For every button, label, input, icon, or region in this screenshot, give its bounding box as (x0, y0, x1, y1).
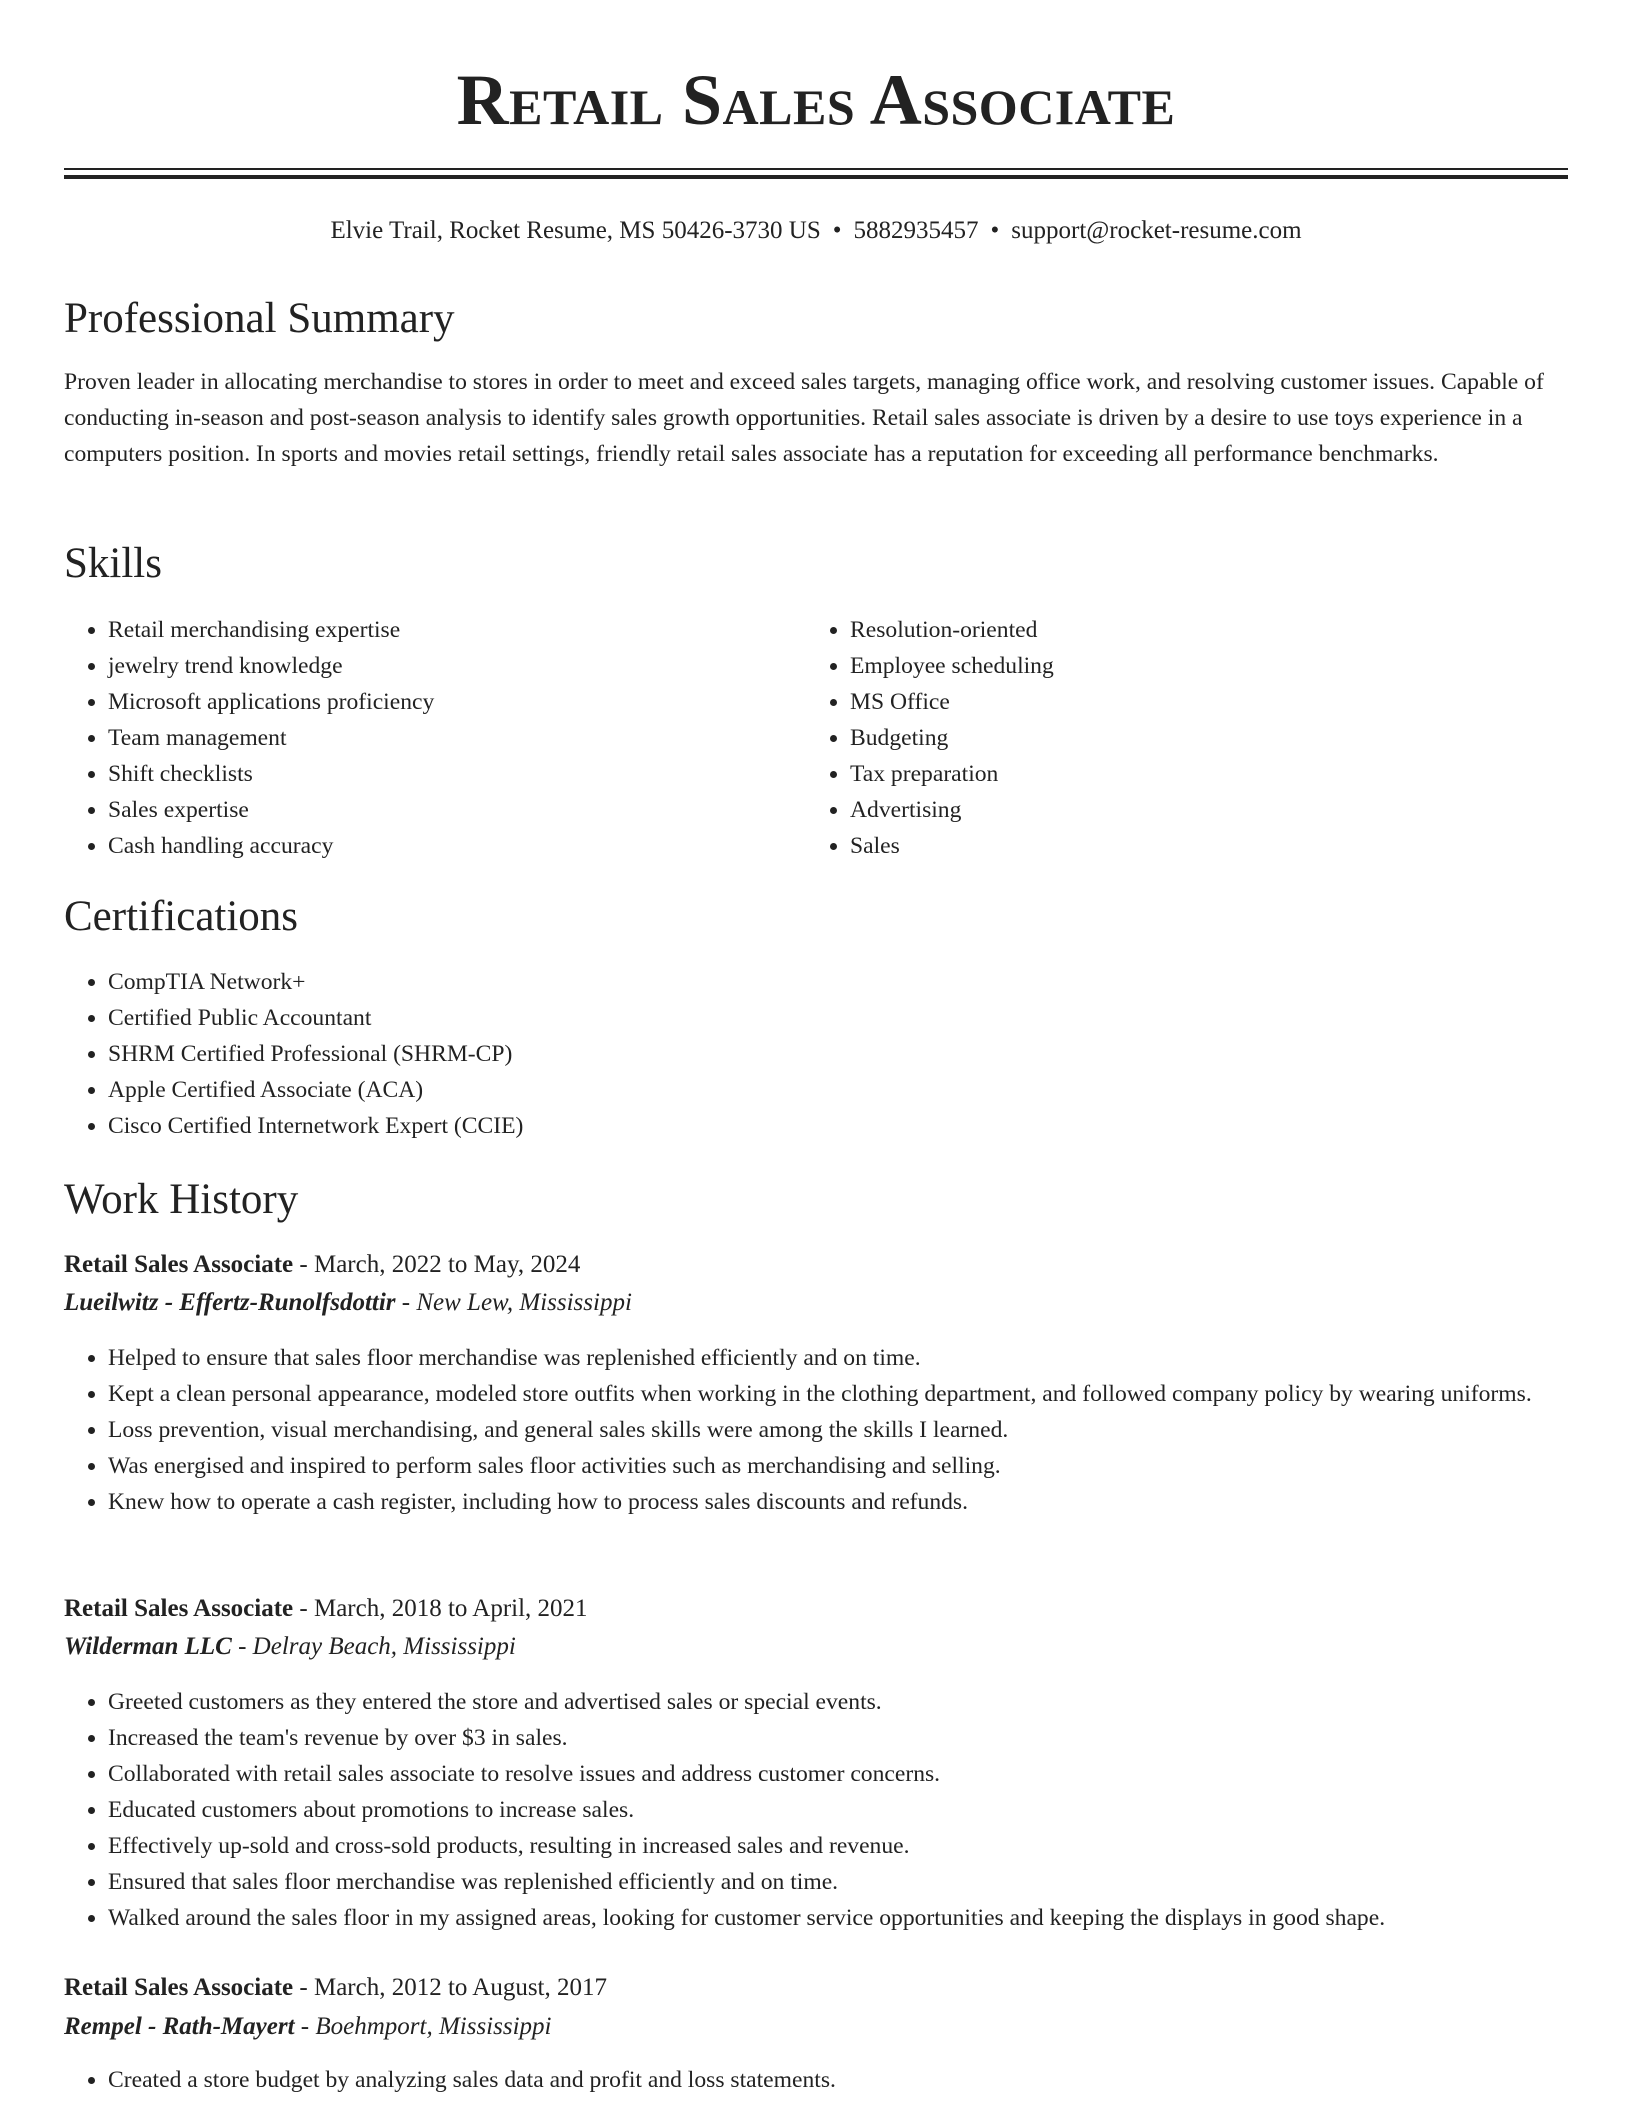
contact-separator: • (990, 217, 1000, 244)
job-bullet: • Increased the team's revenue by over $3 in sales. (108, 1720, 1588, 1756)
job-bullet: • Effectively up-sold and cross-sold products, resulting in increased sales and revenue. (108, 1828, 1588, 1864)
job-bullet: • Loss prevention, visual merchandising, and general sales skills were among the skills I learned. (108, 1412, 1568, 1448)
job-bullet: • Knew how to operate a cash register, including how to process sales discounts and refunds. (108, 1484, 1568, 1520)
contact-address: Elvie Trail, Rocket Resume, MS 50426-3730 US (330, 217, 821, 244)
resume-title: Retail Sales Associate (456, 60, 1176, 140)
summary-text: Proven leader in allocating merchandise to stores in order to meet and exceed sales targets, managing office work, and resolving customer issues. Capable of conducting in-season and post-season analysis to identify sales growth opportunities. Retail sales associate is driven by a desire to use toys experience in a computers position. In sports and movies retail settings, friendly retail sales associate has a reputation for exceeding all performance benchmarks. (64, 369, 1544, 467)
job-bullets (64, 1340, 1568, 1520)
company-location: - Delray Beach, Mississippi (231, 1633, 516, 1660)
job-bullet: • Walked around the sales floor in my assigned areas, looking for customer service opportunities and keeping the displays in good shape. (108, 1900, 1588, 1936)
company-name: Rempel - Rath-Mayert (64, 2013, 295, 2040)
company-location: - New Lew, Mississippi (395, 1289, 632, 1316)
company-line (64, 2009, 551, 2045)
skill-item: • jewelry trend knowledge (108, 648, 798, 684)
job-dates: - March, 2018 to April, 2021 (293, 1595, 588, 1622)
skill-item: • Resolution-oriented (850, 612, 1550, 648)
skill-item: • Advertising (850, 792, 1550, 828)
skills-list-left (64, 612, 798, 864)
skill-item: • Sales (850, 828, 1550, 864)
job-bullets (64, 2062, 1568, 2098)
company-line (64, 1629, 516, 1665)
job-bullet: • Collaborated with retail sales associate to resolve issues and address customer concerns. (108, 1756, 1588, 1792)
job-title: Retail Sales Associate (64, 1595, 294, 1622)
job-dates: - March, 2012 to August, 2017 (293, 1974, 608, 2001)
certification-item: • SHRM Certified Professional (SHRM-CP) (108, 1036, 1568, 1072)
title-divider-thick (64, 175, 1568, 179)
job-title: Retail Sales Associate (64, 1251, 294, 1278)
job-title-line (64, 1591, 588, 1627)
company-name: Wilderman LLC (64, 1633, 232, 1660)
certification-item: • Cisco Certified Internetwork Expert (CCIE) (108, 1108, 1568, 1144)
contact-phone: 5882935457 (853, 217, 979, 244)
skill-item: • Budgeting (850, 720, 1550, 756)
job-title: Retail Sales Associate (64, 1974, 294, 2001)
skill-item: • MS Office (850, 684, 1550, 720)
company-location: - Boehmport, Mississippi (294, 2013, 552, 2040)
skills-list-right (806, 612, 1550, 864)
job-bullet: • Kept a clean personal appearance, modeled store outfits when working in the clothing department, and followed company policy by wearing uniforms. (108, 1376, 1568, 1412)
contact-email: support@rocket-resume.com (1011, 217, 1302, 244)
skill-item: • Employee scheduling (850, 648, 1550, 684)
title-divider-thin (64, 168, 1568, 170)
company-name: Lueilwitz - Effertz-Runolfsdottir (64, 1289, 396, 1316)
job-bullet: • Educated customers about promotions to increase sales. (108, 1792, 1588, 1828)
job-bullet: • Ensured that sales floor merchandise was replenished efficiently and on time. (108, 1864, 1588, 1900)
contact-separator: • (832, 217, 842, 244)
job-title-line (64, 1247, 580, 1283)
job-bullet: • Created a store budget by analyzing sales data and profit and loss statements. (108, 2062, 1568, 2098)
skill-item: • Team management (108, 720, 798, 756)
certification-item: • CompTIA Network+ (108, 964, 1568, 1000)
work-history-heading: Work History (64, 1176, 299, 1223)
skill-item: • Cash handling accuracy (108, 828, 798, 864)
skill-item: • Shift checklists (108, 756, 798, 792)
certifications-list (64, 964, 1568, 1144)
skills-heading: Skills (64, 540, 162, 587)
skill-item: • Retail merchandising expertise (108, 612, 798, 648)
job-bullet: • Helped to ensure that sales floor merchandise was replenished efficiently and on time. (108, 1340, 1568, 1376)
job-dates: - March, 2022 to May, 2024 (293, 1251, 581, 1278)
job-title-line (64, 1970, 607, 2006)
certification-item: • Certified Public Accountant (108, 1000, 1568, 1036)
contact-line (0, 214, 1632, 248)
summary-heading: Professional Summary (64, 295, 455, 342)
certifications-heading: Certifications (64, 893, 299, 940)
certification-item: • Apple Certified Associate (ACA) (108, 1072, 1568, 1108)
job-bullet: • Was energised and inspired to perform sales floor activities such as merchandising and selling. (108, 1448, 1568, 1484)
job-bullet: • Greeted customers as they entered the store and advertised sales or special events. (108, 1684, 1588, 1720)
skill-item: • Sales expertise (108, 792, 798, 828)
skill-item: • Microsoft applications proficiency (108, 684, 798, 720)
skill-item: • Tax preparation (850, 756, 1550, 792)
company-line (64, 1285, 632, 1321)
job-bullets (64, 1684, 1588, 1936)
